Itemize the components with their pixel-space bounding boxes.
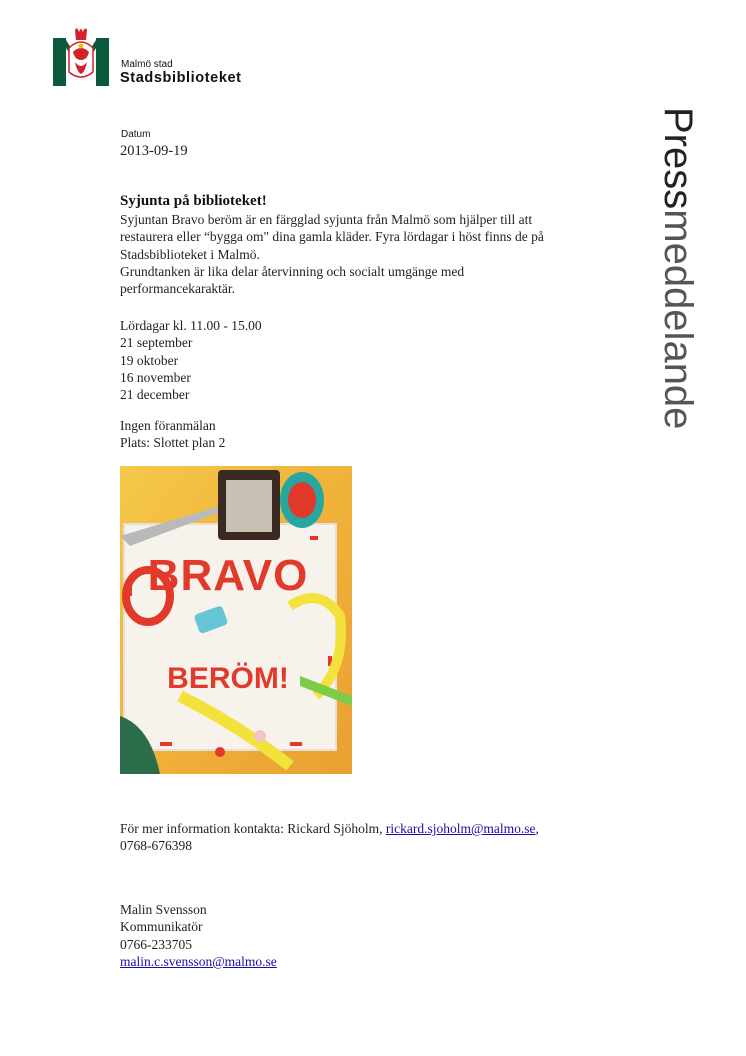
intro-line: Stadsbiblioteket i Malmö. — [120, 246, 260, 262]
poster-line-bravo: BRAVO — [147, 551, 309, 600]
signature-block — [120, 901, 600, 970]
contact-phone: 0768-676398 — [120, 838, 192, 854]
bravo-berom-poster-image — [120, 466, 352, 774]
intro-line: restaurera eller “bygga om" dina gamla kläder. Fyra lördagar i höst finns de på — [120, 229, 544, 245]
event-info-block — [120, 417, 600, 452]
press-release-title: Syjunta på biblioteket! — [120, 193, 267, 209]
schedule-date: 16 november — [120, 369, 191, 385]
intro-line: performancekaraktär. — [120, 281, 236, 297]
malmo-coat-of-arms-logo — [53, 26, 109, 86]
contact-suffix: , — [535, 821, 539, 836]
schedule-time: Lördagar kl. 11.00 - 15.00 — [120, 318, 262, 333]
signature-role: Kommunikatör — [120, 919, 203, 935]
schedule-date: 21 september — [120, 335, 193, 351]
signature-phone: 0766-233705 — [120, 936, 192, 952]
contact-prefix: För mer information kontakta: Rickard Sjöholm, — [120, 821, 386, 836]
registration-note: Ingen föranmälan — [120, 418, 216, 433]
organization-city: Malmö stad — [121, 59, 173, 70]
doc-type-meddelande: meddelande — [656, 209, 700, 430]
contact-block — [120, 820, 600, 855]
document-type-vertical — [656, 107, 702, 547]
schedule-date: 19 oktober — [120, 352, 179, 368]
organization-name: Stadsbiblioteket — [120, 70, 242, 86]
schedule-block — [120, 317, 600, 403]
intro-paragraph — [120, 211, 600, 297]
signature-email-link[interactable]: malin.c.svensson@malmo.se — [120, 953, 277, 969]
doc-type-press: Press — [656, 107, 700, 210]
schedule-date: 21 december — [120, 387, 190, 403]
date-label: Datum — [121, 129, 151, 140]
poster-line-berom: BERÖM! — [167, 662, 289, 695]
signature-name: Malin Svensson — [120, 902, 207, 917]
location-note: Plats: Slottet plan 2 — [120, 435, 226, 451]
intro-line: Grundtanken är lika delar återvinning och socialt umgänge med — [120, 263, 465, 279]
contact-email-link[interactable]: rickard.sjoholm@malmo.se — [385, 821, 536, 836]
date-value: 2013-09-19 — [120, 143, 188, 159]
intro-line: Syjuntan Bravo beröm är en färgglad syjunta från Malmö som hjälper till att — [120, 212, 533, 227]
